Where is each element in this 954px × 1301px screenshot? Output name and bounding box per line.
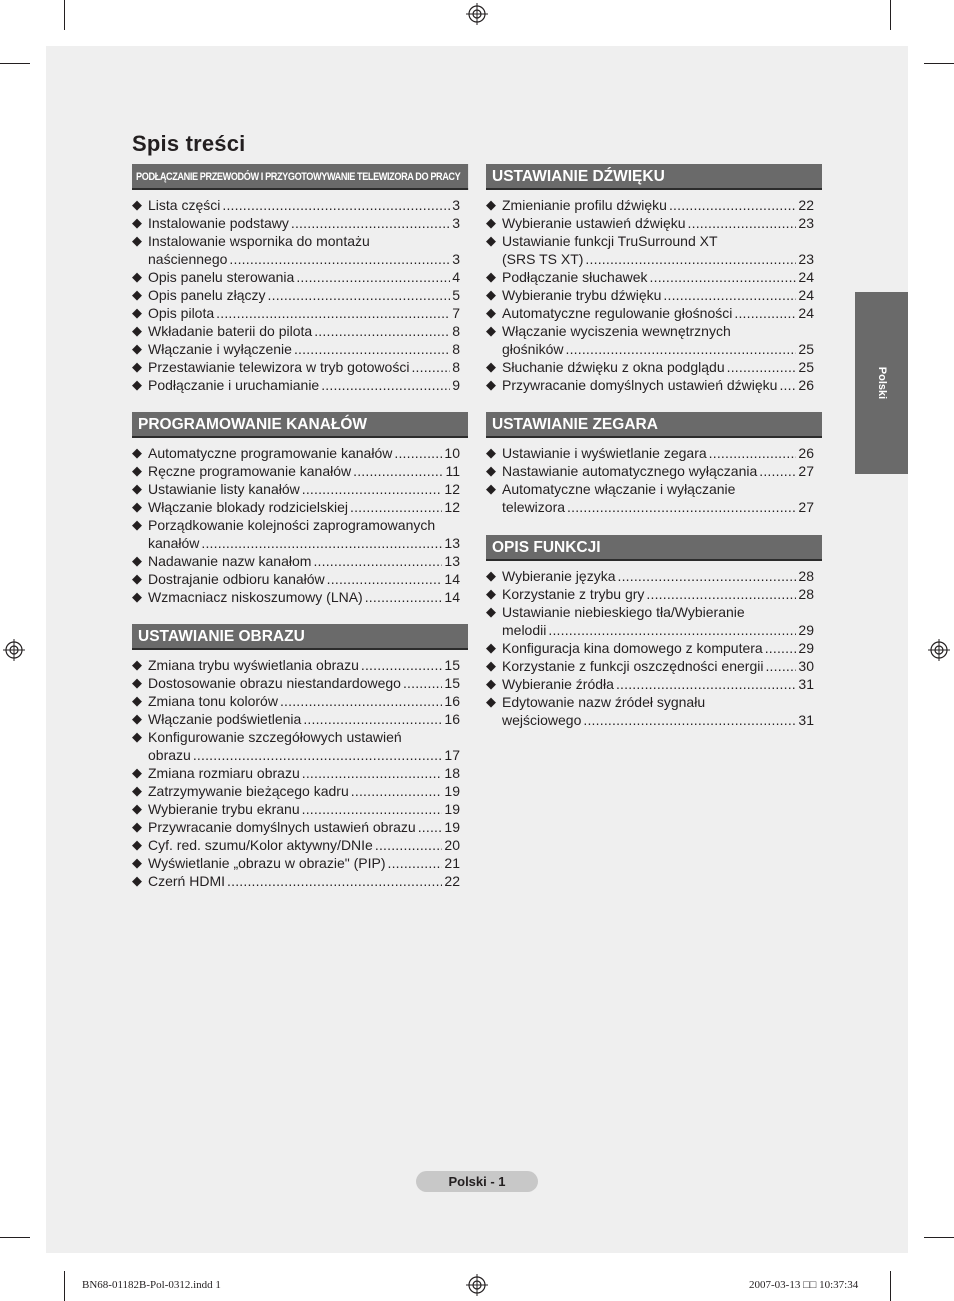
diamond-bullet-icon: ◆ — [132, 377, 142, 392]
toc-entry-label: Czerń HDMI — [148, 873, 226, 889]
toc-entry-label: Opis pilota — [148, 305, 215, 321]
dot-leader — [759, 462, 796, 480]
diamond-bullet-icon: ◆ — [132, 287, 142, 302]
toc-entry-label: Ustawianie i wyświetlanie zegara — [502, 445, 707, 461]
dot-leader — [302, 800, 443, 818]
toc-page-number: 21 — [444, 855, 460, 871]
toc-entry[interactable] — [132, 800, 460, 818]
toc-entry[interactable] — [486, 675, 814, 693]
toc-page-number: 14 — [444, 589, 460, 605]
toc-entry-label: Ustawianie niebieskiego tła/Wybieranie — [502, 604, 745, 620]
language-side-tab-label: Polski — [875, 366, 888, 400]
dot-leader — [688, 214, 797, 232]
diamond-bullet-icon: ◆ — [132, 855, 142, 870]
dot-leader — [734, 304, 796, 322]
toc-entry-label: Zmiana rozmiaru obrazu — [148, 765, 300, 781]
toc-entry-label: Wybieranie języka — [502, 568, 616, 584]
diamond-bullet-icon: ◆ — [132, 499, 142, 514]
toc-page-number: 22 — [444, 873, 460, 889]
dot-leader — [585, 250, 796, 268]
dot-leader — [321, 376, 450, 394]
toc-entry[interactable] — [132, 232, 460, 268]
toc-entry[interactable] — [132, 674, 460, 692]
toc-page-number: 18 — [444, 765, 460, 781]
toc-page-number: 30 — [798, 658, 814, 674]
toc-page-number: 24 — [798, 287, 814, 303]
toc-entry-label: Zatrzymywanie bieżącego kadru — [148, 783, 349, 799]
diamond-bullet-icon: ◆ — [132, 341, 142, 356]
toc-page-number: 11 — [445, 463, 460, 479]
toc-entry-label: Zmienianie profilu dźwięku — [502, 197, 667, 213]
toc-entry[interactable] — [132, 268, 460, 286]
diamond-bullet-icon: ◆ — [486, 676, 496, 691]
diamond-bullet-icon: ◆ — [132, 553, 142, 568]
dot-leader — [227, 872, 442, 890]
dot-leader — [268, 286, 451, 304]
toc-entry[interactable] — [132, 358, 460, 376]
toc-entry[interactable] — [132, 196, 460, 214]
toc-entry-label: Nastawianie automatycznego wyłączania — [502, 463, 758, 479]
toc-page-number: 13 — [444, 535, 460, 551]
toc-entry-label: Konfigurowanie szczegółowych ustawień — [148, 729, 402, 745]
diamond-bullet-icon: ◆ — [132, 445, 142, 460]
dot-leader — [765, 657, 796, 675]
registration-mark-icon — [928, 639, 950, 661]
dot-leader — [616, 675, 796, 693]
toc-entry-label: Wybieranie ustawień dźwięku — [502, 215, 686, 231]
toc-page-number: 24 — [798, 269, 814, 285]
toc-entry[interactable] — [132, 516, 460, 552]
toc-entry-label: Wkładanie baterii do pilota — [148, 323, 313, 339]
section-header: USTAWIANIE ZEGARA — [486, 412, 822, 438]
toc-entry[interactable] — [132, 286, 460, 304]
diamond-bullet-icon: ◆ — [486, 604, 496, 619]
toc-entry[interactable] — [132, 570, 460, 588]
language-side-tab — [855, 292, 908, 474]
dot-leader — [361, 656, 443, 674]
diamond-bullet-icon: ◆ — [132, 269, 142, 284]
diamond-bullet-icon: ◆ — [486, 323, 496, 338]
toc-page-number: 15 — [444, 675, 460, 691]
section-header: USTAWIANIE OBRAZU — [132, 624, 468, 650]
toc-entry-label: Włączanie i wyłączenie — [148, 341, 292, 357]
toc-entry-label: Wyświetlanie „obrazu w obrazie" (PIP) — [148, 855, 386, 871]
page-number-badge: Polski - 1 — [416, 1171, 538, 1192]
toc-entry-label: Dostrajanie odbioru kanałów — [148, 571, 325, 587]
diamond-bullet-icon: ◆ — [132, 233, 142, 248]
toc-section-clock — [486, 412, 822, 516]
toc-entry[interactable] — [486, 304, 814, 322]
diamond-bullet-icon: ◆ — [486, 463, 496, 478]
dot-leader — [565, 340, 796, 358]
toc-entry[interactable] — [486, 480, 814, 516]
toc-entry[interactable] — [486, 585, 814, 603]
toc-entry-label: Przywracanie domyślnych ustawień obrazu — [148, 819, 416, 835]
toc-entry-label: Podłączanie słuchawek — [502, 269, 648, 285]
toc-page-number: 27 — [798, 463, 814, 479]
toc-page-number: 25 — [798, 359, 814, 375]
toc-page-number: 5 — [452, 287, 460, 303]
dot-leader — [302, 764, 443, 782]
diamond-bullet-icon: ◆ — [132, 675, 142, 690]
toc-entry[interactable] — [486, 462, 814, 480]
toc-entry-label: Instalowanie podstawy — [148, 215, 289, 231]
dot-leader — [394, 444, 442, 462]
toc-entry[interactable] — [486, 376, 814, 394]
print-slug-date: 2007-03-13 □□ 10:37:34 — [749, 1279, 859, 1291]
dot-leader — [375, 836, 443, 854]
toc-list — [132, 444, 468, 606]
dot-leader — [650, 268, 797, 286]
dot-leader — [617, 567, 796, 585]
toc-entry[interactable] — [132, 552, 460, 570]
dot-leader — [193, 746, 443, 764]
diamond-bullet-icon: ◆ — [132, 837, 142, 852]
diamond-bullet-icon: ◆ — [486, 481, 496, 496]
toc-entry-label: Włączanie wyciszenia wewnętrznych — [502, 323, 731, 339]
toc-entry[interactable] — [486, 232, 814, 268]
section-header: PODŁĄCZANIE PRZEWODÓW I PRZYGOTOWYWANIE TELEWIZORA DO PRACY — [132, 164, 468, 190]
toc-entry[interactable] — [132, 480, 460, 498]
toc-entry[interactable] — [132, 214, 460, 232]
toc-page-number: 8 — [452, 323, 460, 339]
registration-mark-icon — [3, 639, 25, 661]
crop-mark — [64, 1271, 65, 1301]
toc-page-number: 19 — [444, 801, 460, 817]
toc-page-number: 3 — [452, 197, 460, 213]
toc-entry-label: Konfiguracja kina domowego z komputera — [502, 640, 763, 656]
section-header: PROGRAMOWANIE KANAŁÓW — [132, 412, 468, 438]
toc-section-connecting — [132, 164, 468, 394]
toc-entry[interactable] — [132, 728, 460, 764]
toc-entry[interactable] — [132, 340, 460, 358]
diamond-bullet-icon: ◆ — [486, 568, 496, 583]
crop-mark — [64, 0, 65, 30]
toc-entry[interactable] — [132, 304, 460, 322]
diamond-bullet-icon: ◆ — [132, 873, 142, 888]
dot-leader — [583, 711, 796, 729]
dot-leader — [387, 854, 442, 872]
toc-entry[interactable] — [486, 639, 814, 657]
toc-entry[interactable] — [132, 818, 460, 836]
toc-entry-label: głośników — [502, 341, 564, 357]
toc-list — [132, 656, 468, 890]
toc-entry[interactable] — [486, 693, 814, 729]
toc-page-number: 31 — [798, 712, 814, 728]
diamond-bullet-icon: ◆ — [132, 305, 142, 320]
dot-leader — [303, 710, 442, 728]
registration-mark-icon — [466, 3, 488, 25]
toc-entry-label: naściennego — [148, 251, 228, 267]
toc-entry-label: Włączanie blokady rodzicielskiej — [148, 499, 348, 515]
diamond-bullet-icon: ◆ — [132, 589, 142, 604]
toc-page-number: 9 — [452, 377, 460, 393]
toc-page-number: 14 — [444, 571, 460, 587]
toc-entry-label: Wybieranie źródła — [502, 676, 614, 692]
dot-leader — [222, 196, 450, 214]
diamond-bullet-icon: ◆ — [132, 517, 142, 532]
dot-leader — [727, 358, 797, 376]
diamond-bullet-icon: ◆ — [132, 711, 142, 726]
toc-page-number: 24 — [798, 305, 814, 321]
diamond-bullet-icon: ◆ — [132, 657, 142, 672]
diamond-bullet-icon: ◆ — [132, 819, 142, 834]
toc-page-number: 8 — [452, 341, 460, 357]
toc-entry-label: Porządkowanie kolejności zaprogramowanych — [148, 517, 436, 533]
registration-mark-icon — [466, 1274, 488, 1296]
toc-page-number: 20 — [444, 837, 460, 853]
toc-entry[interactable] — [486, 567, 814, 585]
toc-page-number: 3 — [452, 215, 460, 231]
toc-entry[interactable] — [486, 322, 814, 358]
toc-page-number: 19 — [444, 783, 460, 799]
toc-entry[interactable] — [486, 603, 814, 639]
dot-leader — [216, 304, 450, 322]
toc-page-number: 12 — [444, 481, 460, 497]
toc-entry-label: Przestawianie telewizora w tryb gotowości — [148, 359, 410, 375]
toc-entry-label: Automatyczne włączanie i wyłączanie — [502, 481, 736, 497]
toc-list — [486, 567, 822, 729]
toc-entry[interactable] — [132, 444, 460, 462]
toc-entry[interactable] — [132, 322, 460, 340]
diamond-bullet-icon: ◆ — [132, 571, 142, 586]
dot-leader — [709, 444, 797, 462]
dot-leader — [294, 340, 450, 358]
toc-page-number: 8 — [452, 359, 460, 375]
toc-entry-label: melodii — [502, 622, 547, 638]
toc-entry-label: Przywracanie domyślnych ustawień dźwięku — [502, 377, 778, 393]
diamond-bullet-icon: ◆ — [486, 197, 496, 212]
dot-leader — [779, 376, 796, 394]
crop-mark — [890, 1271, 891, 1301]
diamond-bullet-icon: ◆ — [486, 215, 496, 230]
dot-leader — [365, 588, 443, 606]
toc-entry-label: Zmiana tonu kolorów — [148, 693, 278, 709]
toc-page-number: 28 — [798, 568, 814, 584]
diamond-bullet-icon: ◆ — [486, 359, 496, 374]
dot-leader — [669, 196, 796, 214]
toc-entry[interactable] — [132, 462, 460, 480]
toc-page-number: 26 — [798, 445, 814, 461]
toc-entry-label: telewizora — [502, 499, 566, 515]
dot-leader — [765, 639, 797, 657]
crop-mark — [0, 1237, 30, 1238]
toc-entry[interactable] — [132, 498, 460, 516]
diamond-bullet-icon: ◆ — [486, 305, 496, 320]
toc-entry[interactable] — [132, 588, 460, 606]
toc-entry[interactable] — [132, 376, 460, 394]
toc-entry-label: kanałów — [148, 535, 200, 551]
toc-page-number: 13 — [444, 553, 460, 569]
toc-list — [486, 196, 822, 394]
crop-mark — [0, 63, 30, 64]
dot-leader — [403, 674, 442, 692]
dot-leader — [291, 214, 450, 232]
toc-entry-label: Opis panelu złączy — [148, 287, 266, 303]
toc-entry-label: Korzystanie z trybu gry — [502, 586, 645, 602]
toc-entry-label: Włączanie podświetlenia — [148, 711, 302, 727]
dot-leader — [351, 782, 443, 800]
toc-section-functions — [486, 535, 822, 729]
section-header: OPIS FUNKCJI — [486, 535, 822, 561]
toc-entry-label: obrazu — [148, 747, 191, 763]
toc-entry[interactable] — [486, 358, 814, 376]
toc-entry[interactable] — [132, 764, 460, 782]
toc-list — [132, 196, 468, 394]
toc-page-number: 27 — [798, 499, 814, 515]
toc-page-number: 3 — [452, 251, 460, 267]
diamond-bullet-icon: ◆ — [486, 586, 496, 601]
toc-entry[interactable] — [132, 656, 460, 674]
toc-entry[interactable] — [486, 214, 814, 232]
toc-entry-label: wejściowego — [502, 712, 582, 728]
toc-page-number: 15 — [444, 657, 460, 673]
toc-section-sound — [486, 164, 822, 394]
crop-mark — [890, 0, 891, 30]
dot-leader — [201, 534, 442, 552]
diamond-bullet-icon: ◆ — [486, 658, 496, 673]
toc-page-number: 26 — [798, 377, 814, 393]
toc-entry-label: Ustawianie listy kanałów — [148, 481, 300, 497]
toc-entry[interactable] — [132, 836, 460, 854]
dot-leader — [350, 498, 442, 516]
toc-page-number: 17 — [444, 747, 460, 763]
dot-leader — [418, 818, 443, 836]
dot-leader — [663, 286, 796, 304]
diamond-bullet-icon: ◆ — [486, 269, 496, 284]
toc-entry[interactable] — [132, 692, 460, 710]
toc-entry-label: Nadawanie nazw kanałom — [148, 553, 312, 569]
diamond-bullet-icon: ◆ — [132, 323, 142, 338]
dot-leader — [646, 585, 796, 603]
toc-page-number: 23 — [798, 251, 814, 267]
crop-mark — [924, 1237, 954, 1238]
dot-leader — [327, 570, 443, 588]
toc-entry[interactable] — [486, 268, 814, 286]
toc-entry-label: Korzystanie z funkcji oszczędności energii — [502, 658, 764, 674]
diamond-bullet-icon: ◆ — [486, 377, 496, 392]
diamond-bullet-icon: ◆ — [132, 801, 142, 816]
toc-page-number: 4 — [452, 269, 460, 285]
toc-entry-label: Ustawianie funkcji TruSurround XT — [502, 233, 718, 249]
dot-leader — [314, 322, 450, 340]
diamond-bullet-icon: ◆ — [132, 463, 142, 478]
toc-entry-label: Edytowanie nazw źródeł sygnału — [502, 694, 706, 710]
toc-entry[interactable] — [486, 657, 814, 675]
diamond-bullet-icon: ◆ — [132, 359, 142, 374]
diamond-bullet-icon: ◆ — [486, 233, 496, 248]
toc-list — [486, 444, 822, 516]
toc-entry-label: Cyf. red. szumu/Kolor aktywny/DNIe — [148, 837, 373, 853]
dot-leader — [567, 498, 796, 516]
toc-page-number: 29 — [798, 640, 814, 656]
diamond-bullet-icon: ◆ — [132, 783, 142, 798]
toc-entry[interactable] — [132, 854, 460, 872]
toc-page-number: 16 — [444, 693, 460, 709]
toc-entry-label: Wzmacniacz niskoszumowy (LNA) — [148, 589, 363, 605]
toc-entry-label: Zmiana trybu wyświetlania obrazu — [148, 657, 359, 673]
dot-leader — [411, 358, 450, 376]
diamond-bullet-icon: ◆ — [132, 197, 142, 212]
toc-entry[interactable] — [132, 872, 460, 890]
toc-entry[interactable] — [132, 782, 460, 800]
diamond-bullet-icon: ◆ — [132, 765, 142, 780]
toc-page-number: 29 — [798, 622, 814, 638]
dot-leader — [302, 480, 443, 498]
toc-page-number: 31 — [798, 676, 814, 692]
print-slug-file: BN68-01182B-Pol-0312.indd 1 — [82, 1279, 221, 1291]
diamond-bullet-icon: ◆ — [486, 445, 496, 460]
toc-page-number: 23 — [798, 215, 814, 231]
page-title: Spis treści — [132, 131, 246, 156]
toc-entry-label: Słuchanie dźwięku z okna podglądu — [502, 359, 725, 375]
toc-section-picture — [132, 624, 468, 890]
diamond-bullet-icon: ◆ — [486, 694, 496, 709]
toc-entry[interactable] — [486, 444, 814, 462]
toc-entry-label: Podłączanie i uruchamianie — [148, 377, 320, 393]
dot-leader — [353, 462, 443, 480]
diamond-bullet-icon: ◆ — [132, 693, 142, 708]
toc-entry[interactable] — [486, 196, 814, 214]
toc-section-channels — [132, 412, 468, 606]
toc-page-number: 7 — [452, 305, 460, 321]
toc-entry-label: Wybieranie trybu dźwięku — [502, 287, 662, 303]
toc-entry-label: Automatyczne programowanie kanałów — [148, 445, 393, 461]
toc-entry-label: Opis panelu sterowania — [148, 269, 295, 285]
toc-entry-label: Automatyczne regulowanie głośności — [502, 305, 733, 321]
toc-page-number: 25 — [798, 341, 814, 357]
toc-page-number: 12 — [444, 499, 460, 515]
toc-entry[interactable] — [486, 286, 814, 304]
toc-entry-label: Lista części — [148, 197, 221, 213]
dot-leader — [229, 250, 450, 268]
toc-entry-label: Dostosowanie obrazu niestandardowego — [148, 675, 401, 691]
crop-mark — [924, 63, 954, 64]
section-header: USTAWIANIE DŹWIĘKU — [486, 164, 822, 190]
toc-page-number: 16 — [444, 711, 460, 727]
dot-leader — [548, 621, 796, 639]
toc-page-number: 28 — [798, 586, 814, 602]
toc-page-number: 10 — [444, 445, 460, 461]
diamond-bullet-icon: ◆ — [486, 287, 496, 302]
dot-leader — [313, 552, 442, 570]
toc-entry-label: Ręczne programowanie kanałów — [148, 463, 352, 479]
toc-entry-label: Wybieranie trybu ekranu — [148, 801, 300, 817]
toc-entry[interactable] — [132, 710, 460, 728]
dot-leader — [296, 268, 450, 286]
toc-page-number: 22 — [798, 197, 814, 213]
toc-entry-label: (SRS TS XT) — [502, 251, 584, 267]
dot-leader — [280, 692, 442, 710]
toc-page-number: 19 — [444, 819, 460, 835]
diamond-bullet-icon: ◆ — [132, 215, 142, 230]
diamond-bullet-icon: ◆ — [132, 481, 142, 496]
diamond-bullet-icon: ◆ — [132, 729, 142, 744]
toc-entry-label: Instalowanie wspornika do montażu — [148, 233, 370, 249]
diamond-bullet-icon: ◆ — [486, 640, 496, 655]
